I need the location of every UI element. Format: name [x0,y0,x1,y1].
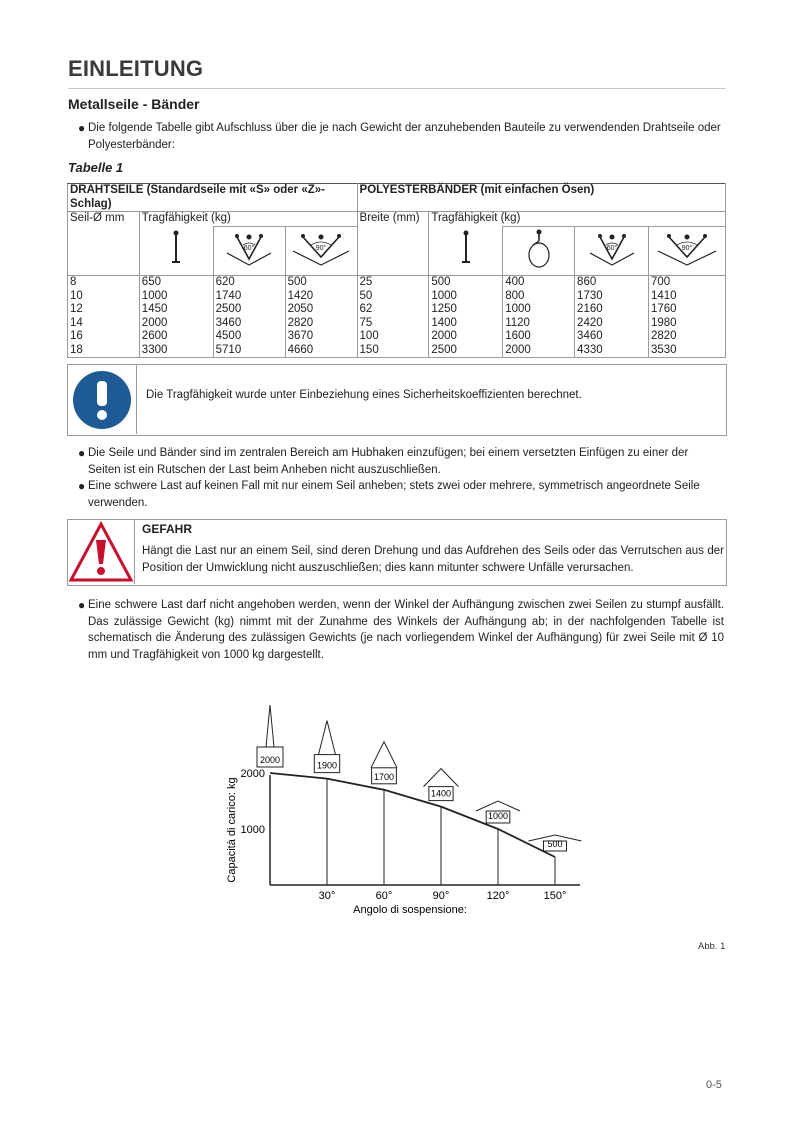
table-cell: 1250 [429,303,503,317]
table-cell: 3460 [213,317,285,331]
table-cell: 1000 [503,303,575,317]
value-label: 1700 [373,771,395,782]
table-cell: 1000 [139,290,213,304]
table-cell: 8 [68,276,140,290]
table-cell: 3300 [139,344,213,358]
page-number: 0-5 [706,1079,722,1091]
col-header-width: Breite (mm) [357,212,429,276]
bullet-dot: ● [78,446,86,460]
info-note-text: Die Tragfähigkeit wurde unter Einbeziehung eines Sicherheitskoeffizienten berechnet. [146,389,582,401]
x-tick-label: 120° [486,890,510,902]
table-cell: 860 [575,276,649,290]
table-cell: 12 [68,303,140,317]
bullet-suspension-angle [78,597,724,663]
table-cell: 3460 [575,330,649,344]
y-tick-label: 2000 [240,768,265,780]
rope-triangle [266,705,274,747]
table-cell: 1760 [648,303,725,317]
table-cell: 18 [68,344,140,358]
table-cell: 2820 [285,317,357,331]
capacity-curve [270,773,555,857]
table-row [68,344,726,358]
bullet-two-ropes [78,478,724,511]
table-cell: 2420 [575,317,649,331]
danger-title: GEFAHR [142,522,193,536]
table-cell: 2050 [285,303,357,317]
svg-text:60°: 60° [243,244,255,252]
table-cell: 4660 [285,344,357,358]
table-cell: 1450 [139,303,213,317]
col-header-rope-diameter: Seil-Ø mm [68,212,140,276]
x-tick-label: 90° [432,890,450,902]
table-cell: 5710 [213,344,285,358]
bullet-text: Eine schwere Last auf keinen Fall mit nur einem Seil anheben; stets zwei oder mehrere, symmetrisch angeordnete Seile verwenden. [88,480,700,509]
bullet-intro [78,120,724,153]
table-cell: 25 [357,276,429,290]
table-row [68,330,726,344]
table-cell: 2000 [429,330,503,344]
y-axis-label: Capacità di carico: kg [226,777,238,883]
single-band-icon [429,226,503,276]
table-cell: 1740 [213,290,285,304]
table-cell: 500 [285,276,357,290]
table-cell: 2000 [139,317,213,331]
col-header-capacity-left: Tragfähigkeit (kg) [139,212,357,227]
table-row [68,303,726,317]
bullet-text: Die folgende Tabelle gibt Aufschluss über die je nach Gewicht der anzuhebenden Bauteile zu verwendenden Drahtseile oder Polyesterbänder: [88,122,721,151]
value-label: 1900 [316,760,338,771]
load-capacity-table [67,183,726,358]
bullet-dot: ● [78,479,86,493]
value-label: 2000 [259,755,281,765]
band-90-degree-icon [648,226,725,276]
table-row [68,317,726,331]
bullet-dot: ● [78,598,86,612]
value-label: 1400 [430,788,452,799]
x-tick-label: 60° [375,890,393,902]
table-cell: 400 [503,276,575,290]
table-caption: Tabelle 1 [68,160,124,175]
svg-text:90°: 90° [681,244,693,252]
y-tick-label: 1000 [240,824,265,836]
table-cell: 10 [68,290,140,304]
table-cell: 2820 [648,330,725,344]
table-cell: 14 [68,317,140,331]
table-cell: 1420 [285,290,357,304]
table-cell: 2600 [139,330,213,344]
suspension-angle-chart [210,680,590,920]
warning-triangle-icon [68,520,134,584]
table-cell: 1120 [503,317,575,331]
table-cell: 3530 [648,344,725,358]
table-cell: 2000 [503,344,575,358]
table-cell: 75 [357,317,429,331]
danger-icon-area [68,520,135,584]
table-cell: 1400 [429,317,503,331]
table-row [68,276,726,290]
rope-triangle [424,769,459,787]
table-cell: 2500 [429,344,503,358]
section-title: Metallseile - Bänder [68,96,200,112]
rope-triangle [371,742,397,768]
table-cell: 2160 [575,303,649,317]
svg-text:90°: 90° [315,244,327,252]
table-cell: 50 [357,290,429,304]
table-cell: 1980 [648,317,725,331]
table-cell: 700 [648,276,725,290]
table-cell: 2500 [213,303,285,317]
title-divider [68,88,726,89]
bullet-text: Die Seile und Bänder sind im zentralen Bereich am Hubhaken einzufügen; bei einem versetzten Einfügen zu einer der Seiten ist ein Rutschen der Last beim Anheben nicht auszuschließen. [88,447,689,476]
rope-60-degree-icon [213,226,285,276]
page-title: EINLEITUNG [68,56,204,81]
table-cell: 100 [357,330,429,344]
table-cell: 1730 [575,290,649,304]
table-cell: 4330 [575,344,649,358]
rope-triangle [476,801,520,811]
table-cell: 1410 [648,290,725,304]
table-cell: 650 [139,276,213,290]
x-tick-label: 150° [543,890,567,902]
table-cell: 1000 [429,290,503,304]
single-rope-icon [139,226,213,276]
figure-label: Abb. 1 [698,941,726,952]
table-cell: 16 [68,330,140,344]
group-header-wire-ropes: DRAHTSEILE (Standardseile mit «S» oder «Z»-Schlag) [68,184,358,212]
table-cell: 620 [213,276,285,290]
table-cell: 500 [429,276,503,290]
rope-triangle [319,721,336,755]
table-cell: 150 [357,344,429,358]
x-tick-label: 30° [318,890,336,902]
bullet-center-hook [78,445,724,478]
table-cell: 1600 [503,330,575,344]
bullet-text: Eine schwere Last darf nicht angehoben werden, wenn der Winkel der Aufhängung zwischen zwei Seilen zu stumpf ausfällt. Das zulässige Gewicht (kg) nimmt mit der Zunahme des Winkels der Aufhängung ab; in der nachfolgenden Tabelle ist schematisch die Änderung des zulässigen Gewichts (je nach vorliegendem Winkel der Aufhängung) für zwei Seile mit Ø 10 mm und Tragfähigkeit von 1000 kg dargestellt. [88,599,724,661]
table-row [68,290,726,304]
bullet-dot: ● [78,121,86,135]
info-icon-area [68,365,137,434]
danger-text: Hängt die Last nur an einem Seil, sind deren Drehung und das Aufdrehen des Seils oder das Verrutschen aus der Position der Umwicklung nicht auszuschließen; dies kann mitunter schwere Unfälle verursachen. [142,545,724,574]
table-cell: 800 [503,290,575,304]
table-cell: 62 [357,303,429,317]
col-header-capacity-right: Tragfähigkeit (kg) [429,212,726,227]
rope-90-degree-icon [285,226,357,276]
value-label: 1000 [487,811,509,821]
value-label: 500 [547,839,563,849]
x-axis-label: Angolo di sospensione: [353,904,467,916]
band-choker-icon [503,226,575,276]
svg-text:60°: 60° [606,244,617,252]
exclamation-icon [68,365,136,434]
band-60-degree-icon [575,226,649,276]
group-header-polyester-bands: POLYESTERBÄNDER (mit einfachen Ösen) [357,184,725,212]
table-cell: 3670 [285,330,357,344]
table-cell: 4500 [213,330,285,344]
